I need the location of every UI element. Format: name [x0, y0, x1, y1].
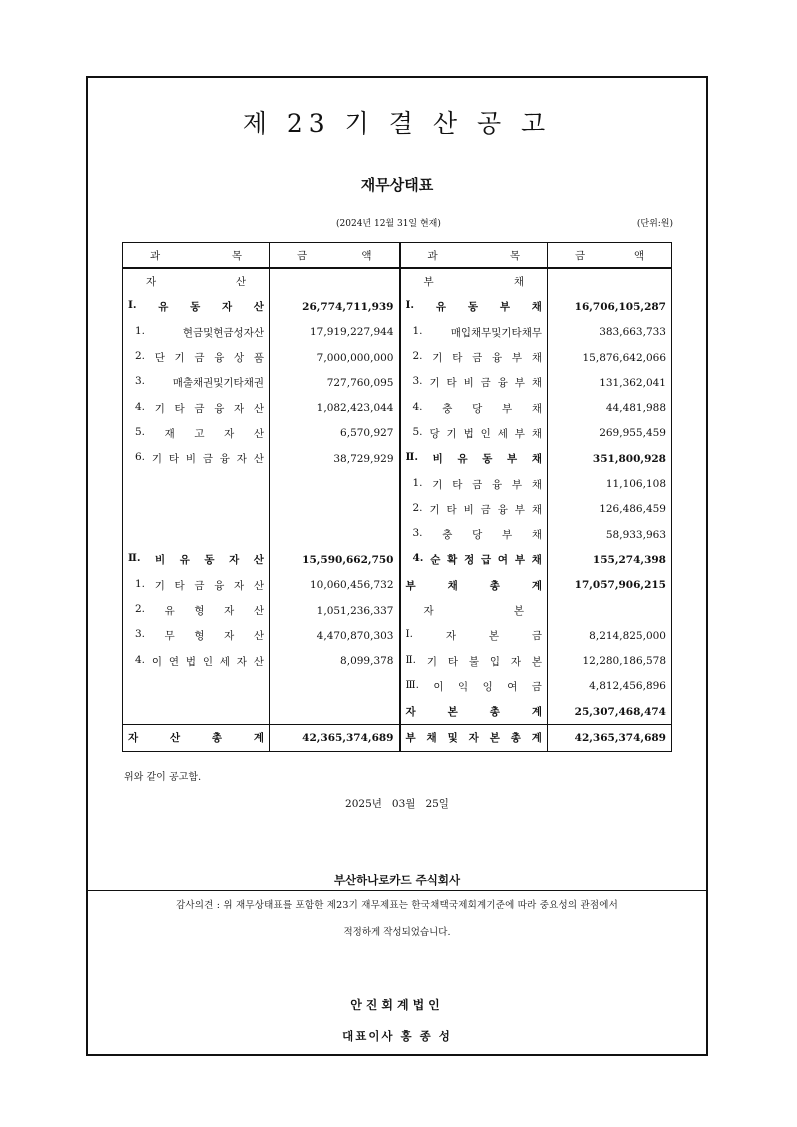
amount-right: 17,057,906,215: [548, 573, 672, 598]
amount-left: 4,470,870,303: [270, 623, 400, 648]
item-right: 부 채: [400, 268, 548, 294]
table-row: [123, 497, 672, 522]
item-right: Ⅲ. 이 익 잉 여 금: [400, 674, 548, 699]
table-row: [123, 674, 672, 699]
table-row: [123, 395, 672, 420]
table-row: [123, 623, 672, 648]
statement-title: 재무상태표: [360, 176, 434, 194]
table-row: [123, 522, 672, 547]
item-right: 1. 기 타 금 융 부 채: [400, 471, 548, 496]
item-left: 2. 유 형 자 산: [123, 598, 270, 623]
item-left: 4. 이 연 법 인 세 자 산: [123, 648, 270, 673]
table-row: [123, 268, 672, 294]
company-name: 부산하나로카드 주식회사: [333, 873, 461, 887]
item-left: [123, 471, 270, 496]
item-right: 2. 기 타 비 금 융 부 채: [400, 497, 548, 522]
amount-right: 25,307,468,474: [548, 699, 672, 725]
amount-right: 383,663,733: [548, 320, 672, 345]
amount-left: [270, 471, 400, 496]
item-left: 2. 단 기 금 융 상 품: [123, 345, 270, 370]
item-left: 4. 기 타 금 융 자 산: [123, 395, 270, 420]
table-row: [123, 320, 672, 345]
amount-left: 42,365,374,689: [270, 725, 400, 751]
audit-opinion-line1: 감사의견 : 위 재무상태표를 포함한 제23기 재무제표는 한국채택국제회계기준에 따라 중요성의 관점에서: [176, 900, 618, 911]
amount-right: 351,800,928: [548, 446, 672, 471]
table-row: [123, 573, 672, 598]
amount-left: [270, 497, 400, 522]
amount-left: 727,760,095: [270, 370, 400, 395]
item-left: Ⅱ. 비 유 동 자 산: [123, 547, 270, 572]
amount-right: 58,933,963: [548, 522, 672, 547]
item-right: 부 채 및 자 본 총 계: [400, 725, 548, 751]
amount-left: 1,051,236,337: [270, 598, 400, 623]
item-right: Ⅱ. 비 유 동 부 채: [400, 446, 548, 471]
item-left: [123, 674, 270, 699]
amount-right: 126,486,459: [548, 497, 672, 522]
item-left: 1. 현금및현금성자산: [123, 320, 270, 345]
amount-right: [548, 598, 672, 623]
amount-left: [270, 268, 400, 294]
table-row: [123, 294, 672, 319]
item-left: 1. 기 타 금 융 자 산: [123, 573, 270, 598]
header-amount-right: 금 액: [548, 243, 672, 269]
item-right: 4. 충 당 부 채: [400, 395, 548, 420]
amount-right: 44,481,988: [548, 395, 672, 420]
amount-left: [270, 699, 400, 725]
table-row: [123, 345, 672, 370]
item-left: [123, 699, 270, 725]
auditor-name: 안진회계법인: [350, 998, 444, 1012]
item-right: 부 채 총 계: [400, 573, 548, 598]
amount-right: 11,106,108: [548, 471, 672, 496]
amount-left: 6,570,927: [270, 421, 400, 446]
header-item-right: 과 목: [400, 243, 548, 269]
header-item-left: 과 목: [123, 243, 270, 269]
item-right: 자 본: [400, 598, 548, 623]
item-right: 2. 기 타 금 융 부 채: [400, 345, 548, 370]
item-left: 3. 무 형 자 산: [123, 623, 270, 648]
divider: [86, 890, 708, 891]
amount-right: 12,280,186,578: [548, 648, 672, 673]
amount-right: 42,365,374,689: [548, 725, 672, 751]
amount-right: 155,274,398: [548, 547, 672, 572]
item-left: 3. 매출채권및기타채권: [123, 370, 270, 395]
item-left: 자 산: [123, 268, 270, 294]
amount-left: 17,919,227,944: [270, 320, 400, 345]
table-row: [123, 446, 672, 471]
amount-left: 1,082,423,044: [270, 395, 400, 420]
amount-right: 16,706,105,287: [548, 294, 672, 319]
item-right: Ⅱ. 기 타 불 입 자 본: [400, 648, 548, 673]
item-left: 자 산 총 계: [123, 725, 270, 751]
as-of-date: (2024년 12월 31일 현재): [336, 219, 441, 229]
item-left: 5. 재 고 자 산: [123, 421, 270, 446]
audit-opinion-line2: 적정하게 작성되었습니다.: [343, 927, 451, 938]
table-row: [123, 699, 672, 725]
amount-left: [270, 522, 400, 547]
table-row: [123, 725, 672, 751]
table-row: [123, 471, 672, 496]
table-row: [123, 370, 672, 395]
table-header-row: [123, 243, 672, 269]
amount-right: 131,362,041: [548, 370, 672, 395]
item-left: [123, 497, 270, 522]
amount-left: 15,590,662,750: [270, 547, 400, 572]
notice-date: 2025년 03월 25일: [345, 798, 449, 810]
amount-left: 38,729,929: [270, 446, 400, 471]
item-right: 5. 당 기 법 인 세 부 채: [400, 421, 548, 446]
amount-right: 8,214,825,000: [548, 623, 672, 648]
closing-statement: 위와 같이 공고함.: [124, 772, 202, 783]
amount-left: 7,000,000,000: [270, 345, 400, 370]
table-row: [123, 598, 672, 623]
amount-right: 15,876,642,066: [548, 345, 672, 370]
item-right: 1. 매입채무및기타채무: [400, 320, 548, 345]
item-right: Ⅰ. 자 본 금: [400, 623, 548, 648]
balance-sheet-table: [122, 242, 672, 752]
amount-right: [548, 268, 672, 294]
amount-left: [270, 674, 400, 699]
amount-left: 8,099,378: [270, 648, 400, 673]
item-left: Ⅰ. 유 동 자 산: [123, 294, 270, 319]
table-row: [123, 648, 672, 673]
header-amount-left: 금 액: [270, 243, 400, 269]
item-left: [123, 522, 270, 547]
page-title: 제 23 기 결 산 공 고: [242, 109, 552, 138]
table-row: [123, 547, 672, 572]
currency-unit: (단위:원): [636, 219, 673, 229]
item-right: Ⅰ. 유 동 부 채: [400, 294, 548, 319]
amount-right: 4,812,456,896: [548, 674, 672, 699]
table-row: [123, 421, 672, 446]
item-right: 자 본 총 계: [400, 699, 548, 725]
item-right: 3. 충 당 부 채: [400, 522, 548, 547]
amount-left: 10,060,456,732: [270, 573, 400, 598]
item-right: 4. 순 확 정 급 여 부 채: [400, 547, 548, 572]
amount-right: 269,955,459: [548, 421, 672, 446]
item-right: 3. 기 타 비 금 융 부 채: [400, 370, 548, 395]
item-left: 6. 기 타 비 금 융 자 산: [123, 446, 270, 471]
auditor-representative: 대표이사 홍 종 성: [342, 1029, 452, 1043]
amount-left: 26,774,711,939: [270, 294, 400, 319]
